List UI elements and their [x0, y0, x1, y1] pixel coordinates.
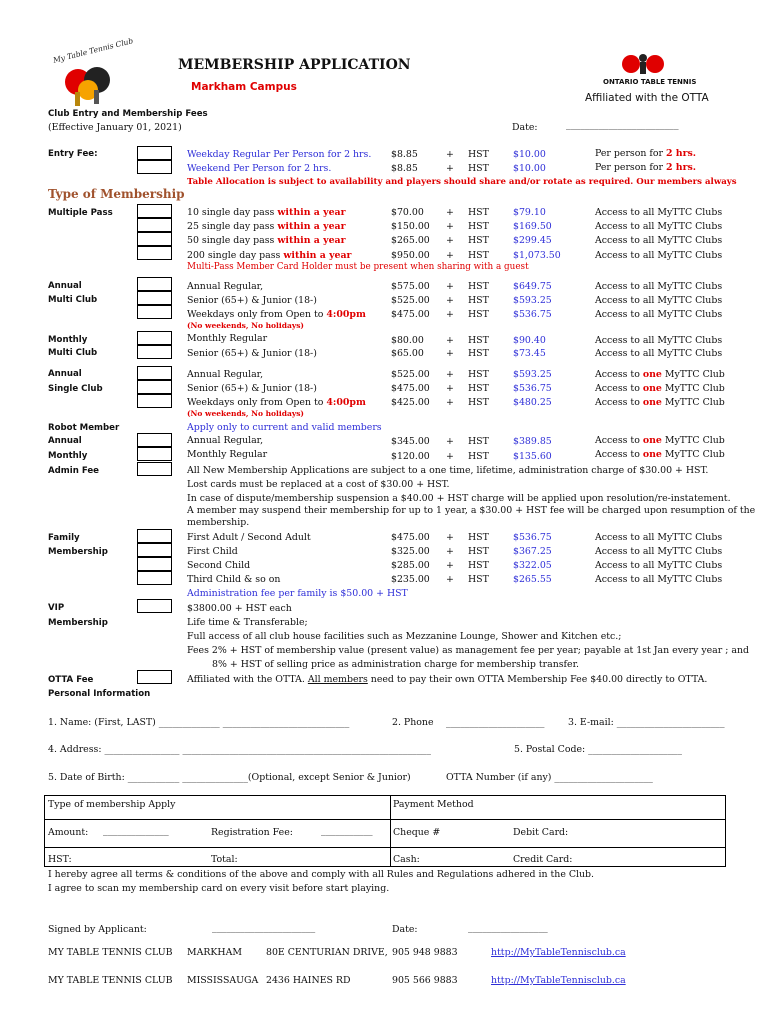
family-hst: HST — [468, 560, 489, 571]
multi-pass-access: Access to all MyTTC Clubs — [595, 221, 723, 232]
annual-multi-sublabel: Multi Club — [48, 295, 98, 305]
robot-desc: Annual Regular, — [187, 435, 264, 446]
family-price: $475.00 — [391, 532, 430, 543]
robot-total: $389.85 — [513, 436, 552, 447]
cash-label: Cash: — [393, 854, 420, 865]
hst-label: HST: — [48, 854, 72, 865]
multi-pass-desc-strong: within a year — [277, 207, 346, 218]
otta-fee-checkbox[interactable] — [137, 670, 172, 684]
registration-fee-label: Registration Fee: — [211, 827, 293, 838]
entry-row-price: $8.85 — [391, 163, 418, 174]
annual-single-hst: HST — [468, 383, 489, 394]
monthly-multi-price: $80.00 — [391, 335, 424, 346]
annual-single-plus: + — [446, 383, 454, 394]
annual-single-desc: Senior (65+) & Junior (18-) — [187, 383, 317, 394]
agreement-line-2: I agree to scan my membership card on every visit before start playing. — [48, 883, 390, 894]
annual-single-plus: + — [446, 369, 454, 380]
robot-hst: HST — [468, 436, 489, 447]
annual-multi-checkbox-2[interactable] — [137, 291, 172, 305]
annual-single-access-pre: Access to — [595, 369, 643, 380]
annual-single-access-strong: one — [642, 369, 662, 380]
fees-title: Club Entry and Membership Fees — [48, 109, 208, 119]
robot-total: $135.60 — [513, 451, 552, 462]
annual-single-total: $536.75 — [513, 383, 552, 394]
entry-fee-label: Entry Fee: — [48, 149, 98, 159]
annual-single-access-pre: Access to — [595, 383, 643, 394]
signature-date-field[interactable]: _________________ — [468, 922, 548, 933]
entry-row-hst: HST — [468, 163, 489, 174]
multi-pass-desc — [187, 235, 346, 246]
name-field[interactable]: 1. Name: (First, LAST) _____________ ___________________________ — [48, 717, 350, 728]
amount-label: Amount: — [48, 827, 89, 838]
effective-date: (Effective January 01, 2021) — [48, 122, 182, 133]
vip-line: Full access of all club house facilities such as Mezzanine Lounge, Shower and Kitchen etc.; — [187, 631, 622, 642]
annual-single-desc: Annual Regular, — [187, 369, 264, 380]
annual-single-desc — [187, 397, 366, 408]
annual-single-sublabel: Single Club — [48, 384, 103, 394]
multi-pass-price: $265.00 — [391, 235, 430, 246]
multi-pass-desc — [187, 250, 352, 261]
annual-single-access-post: MyTTC Club — [661, 369, 725, 380]
robot-price: $345.00 — [391, 436, 430, 447]
family-price: $325.00 — [391, 546, 430, 557]
table-allocation-warning: Table Allocation is subject to availability and players should share and/or rotate as required. Our members always — [187, 177, 737, 187]
annual-multi-price: $475.00 — [391, 309, 430, 320]
admin-line: membership. — [187, 517, 250, 528]
annual-single-note: (No weekends, No holidays) — [187, 409, 304, 418]
annual-single-access — [595, 397, 725, 408]
multi-pass-desc — [187, 221, 346, 232]
multi-pass-total: $299.45 — [513, 235, 552, 246]
family-desc: Third Child & so on — [187, 574, 281, 585]
entry-row-note-text: Per person for — [595, 148, 666, 159]
otta-fee-text-pre: Affiliated with the OTTA. — [187, 674, 308, 685]
admin-fee-label: Admin Fee — [48, 466, 99, 476]
family-total: $265.55 — [513, 574, 552, 585]
robot-member-label: Robot Member — [48, 423, 120, 433]
campus-name: Markham Campus — [191, 81, 297, 93]
robot-access — [595, 435, 725, 446]
family-checkbox-2[interactable] — [137, 543, 172, 557]
entry-row-note-strong: 2 hrs. — [665, 162, 697, 173]
club-logo-text: My Table Tennis Club — [52, 36, 135, 65]
multi-pass-desc-text: 10 single day pass — [187, 207, 278, 218]
admin-line: A member may suspend their membership for up to 1 year, a $30.00 + HST fee will be charged upon resumption of the — [187, 505, 756, 516]
monthly-multi-hst: HST — [468, 348, 489, 359]
multi-pass-access: Access to all MyTTC Clubs — [595, 235, 723, 246]
annual-single-access-strong: one — [642, 383, 662, 394]
robot-price: $120.00 — [391, 451, 430, 462]
admin-fee-checkbox[interactable] — [137, 462, 172, 476]
robot-hst: HST — [468, 451, 489, 462]
vip-sublabel: Membership — [48, 618, 108, 628]
vip-checkbox[interactable] — [137, 599, 172, 613]
annual-single-access-pre: Access to — [595, 397, 643, 408]
family-access: Access to all MyTTC Clubs — [595, 574, 723, 585]
date-label: Date: — [512, 122, 538, 133]
multi-pass-checkbox-1[interactable] — [137, 204, 172, 218]
otta-logo — [603, 50, 697, 88]
monthly-multi-price: $65.00 — [391, 348, 424, 359]
robot-monthly-label: Monthly — [48, 451, 88, 461]
entry-fee-checkbox-2[interactable] — [137, 160, 172, 174]
multi-pass-plus: + — [446, 221, 454, 232]
annual-single-access-post: MyTTC Club — [661, 397, 725, 408]
footer-phone: 905 566 9883 — [392, 975, 458, 986]
footer-website-link[interactable]: http://MyTableTennisclub.ca — [491, 947, 626, 958]
multi-pass-hst: HST — [468, 207, 489, 218]
annual-single-checkbox-3[interactable] — [137, 394, 172, 408]
annual-multi-hst: HST — [468, 281, 489, 292]
robot-plus: + — [446, 451, 454, 462]
monthly-multi-plus: + — [446, 335, 454, 346]
multi-pass-access: Access to all MyTTC Clubs — [595, 250, 723, 261]
family-plus: + — [446, 532, 454, 543]
date-field[interactable]: ________________________ — [566, 119, 679, 130]
payment-method-label: Payment Method — [393, 799, 474, 810]
footer-website-link[interactable]: http://MyTableTennisclub.ca — [491, 975, 626, 986]
entry-row-note — [595, 148, 696, 159]
multi-pass-hst: HST — [468, 221, 489, 232]
monthly-multi-checkbox-2[interactable] — [137, 345, 172, 359]
annual-multi-checkbox-3[interactable] — [137, 305, 172, 319]
multi-pass-checkbox-2[interactable] — [137, 218, 172, 232]
annual-single-access-strong: one — [642, 397, 662, 408]
family-total: $367.25 — [513, 546, 552, 557]
signature-label: Signed by Applicant: — [48, 924, 147, 935]
phone-field[interactable]: _____________________ — [446, 717, 545, 728]
annual-single-price: $475.00 — [391, 383, 430, 394]
monthly-multi-desc: Monthly Regular — [187, 333, 268, 344]
footer-address: 80E CENTURIAN DRIVE, — [266, 947, 388, 958]
entry-row-desc: Weekday Regular Per Person for 2 hrs. — [187, 149, 372, 160]
multi-pass-checkbox-3[interactable] — [137, 232, 172, 246]
multi-pass-desc-text: 200 single day pass — [187, 250, 284, 261]
vip-line: $3800.00 + HST each — [187, 603, 292, 614]
annual-multi-access: Access to all MyTTC Clubs — [595, 309, 723, 320]
family-total: $322.05 — [513, 560, 552, 571]
monthly-multi-sublabel: Multi Club — [48, 348, 98, 358]
annual-multi-price: $525.00 — [391, 295, 430, 306]
annual-single-access-post: MyTTC Club — [661, 383, 725, 394]
multi-pass-total: $1,073.50 — [513, 250, 561, 261]
entry-row-plus: + — [446, 163, 454, 174]
entry-row-desc: Weekend Per Person for 2 hrs. — [187, 163, 332, 174]
footer-club-name: MY TABLE TENNIS CLUB — [48, 947, 173, 958]
otta-fee-text-post: need to pay their own OTTA Membership Fee $40.00 directly to OTTA. — [367, 674, 708, 685]
multi-pass-desc-strong: within a year — [277, 221, 346, 232]
monthly-multi-total: $90.40 — [513, 335, 546, 346]
address-field[interactable]: 4. Address: ________________ _____________________________________________________ — [48, 744, 431, 755]
annual-multi-note: (No weekends, No holidays) — [187, 321, 304, 330]
robot-desc: Monthly Regular — [187, 449, 268, 460]
annual-single-checkbox-2[interactable] — [137, 380, 172, 394]
multi-pass-price: $150.00 — [391, 221, 430, 232]
family-access: Access to all MyTTC Clubs — [595, 546, 723, 557]
entry-row-total: $10.00 — [513, 163, 546, 174]
vip-line: Fees 2% + HST of membership value (present value) as management fee per year; payable at 1st Jan every year ; and — [187, 645, 749, 656]
vip-line: Life time & Transferable; — [187, 617, 308, 628]
annual-multi-desc: Senior (65+) & Junior (18-) — [187, 295, 317, 306]
monthly-multi-access: Access to all MyTTC Clubs — [595, 335, 723, 346]
annual-multi-checkbox-1[interactable] — [137, 277, 172, 291]
footer-phone: 905 948 9883 — [392, 947, 458, 958]
annual-multi-price: $575.00 — [391, 281, 430, 292]
monthly-multi-desc: Senior (65+) & Junior (18-) — [187, 348, 317, 359]
annual-single-desc-strong: 4:00pm — [326, 397, 366, 408]
family-checkbox-3[interactable] — [137, 557, 172, 571]
agreement-line-1: I hereby agree all terms & conditions of the above and comply with all Rules and Regulations adhered in the Club. — [48, 869, 595, 880]
club-logo — [48, 36, 135, 108]
robot-access — [595, 449, 725, 460]
type-of-membership-title: Type of Membership — [48, 187, 185, 201]
robot-note: Apply only to current and valid members — [187, 422, 382, 433]
otta-logo-graphic — [603, 50, 683, 80]
phone-label: 2. Phone — [392, 717, 434, 728]
entry-row-price: $8.85 — [391, 149, 418, 160]
annual-single-access — [595, 383, 725, 394]
annual-single-total: $480.25 — [513, 397, 552, 408]
footer-address: 2436 HAINES RD — [266, 975, 351, 986]
annual-multi-desc — [187, 309, 366, 320]
debit-card-label: Debit Card: — [513, 827, 569, 838]
admin-line: Lost cards must be replaced at a cost of $30.00 + HST. — [187, 479, 450, 490]
multi-pass-price: $950.00 — [391, 250, 430, 261]
multiple-pass-label: Multiple Pass — [48, 208, 113, 218]
multi-pass-price: $70.00 — [391, 207, 424, 218]
annual-single-checkbox-1[interactable] — [137, 366, 172, 380]
robot-annual-checkbox[interactable] — [137, 433, 172, 447]
signature-date-label: Date: — [392, 924, 418, 935]
vip-line: 8% + HST of selling price as administration charge for membership transfer. — [212, 659, 580, 670]
entry-row-note-strong: 2 hrs. — [665, 148, 697, 159]
personal-info-title: Personal Information — [48, 689, 151, 699]
annual-single-hst: HST — [468, 397, 489, 408]
robot-access-pre: Access to — [595, 449, 643, 460]
footer-city: MISSISSAUGA — [187, 975, 259, 986]
affiliation-text: Affiliated with the OTTA — [585, 92, 709, 104]
annual-multi-desc-text: Weekdays only from Open to — [187, 309, 327, 320]
table-divider-row-1 — [45, 819, 725, 820]
entry-row-note-text: Per person for — [595, 162, 666, 173]
family-sublabel: Membership — [48, 547, 108, 557]
multi-pass-total: $79.10 — [513, 207, 546, 218]
admin-line: All New Membership Applications are subject to a one time, lifetime, administration charge of $30.00 + HST. — [187, 465, 709, 476]
admin-line: In case of dispute/membership suspension a $40.00 + HST charge will be applied upon resolution/re-instatement. — [187, 493, 731, 504]
family-label: Family — [48, 533, 80, 543]
otta-logo-text: ONTARIO TABLE TENNIS — [603, 78, 697, 86]
multi-pass-plus: + — [446, 207, 454, 218]
family-desc: Second Child — [187, 560, 251, 571]
multi-pass-note: Multi-Pass Member Card Holder must be present when sharing with a guest — [187, 262, 529, 272]
family-access: Access to all MyTTC Clubs — [595, 532, 723, 543]
multi-pass-desc-strong: within a year — [283, 250, 352, 261]
footer-club-name: MY TABLE TENNIS CLUB — [48, 975, 173, 986]
annual-single-price: $525.00 — [391, 369, 430, 380]
annual-multi-desc: Annual Regular, — [187, 281, 264, 292]
family-hst: HST — [468, 574, 489, 585]
annual-single-hst: HST — [468, 369, 489, 380]
payment-table — [44, 795, 726, 867]
entry-row-hst: HST — [468, 149, 489, 160]
annual-single-price: $425.00 — [391, 397, 430, 408]
entry-row-total: $10.00 — [513, 149, 546, 160]
signature-field[interactable]: ______________________ — [212, 922, 316, 933]
otta-fee-label: OTTA Fee — [48, 675, 94, 685]
robot-access-post: MyTTC Club — [661, 435, 725, 446]
family-plus: + — [446, 546, 454, 557]
family-desc: First Child — [187, 546, 238, 557]
family-checkbox-1[interactable] — [137, 529, 172, 543]
annual-multi-plus: + — [446, 281, 454, 292]
type-apply-label: Type of membership Apply — [48, 799, 176, 810]
family-plus: + — [446, 574, 454, 585]
annual-multi-desc-strong: 4:00pm — [326, 309, 366, 320]
monthly-multi-total: $73.45 — [513, 348, 546, 359]
page-title: MEMBERSHIP APPLICATION — [178, 57, 411, 73]
family-desc: First Adult / Second Adult — [187, 532, 311, 543]
family-hst: HST — [468, 546, 489, 557]
cheque-label: Cheque # — [393, 827, 441, 838]
total-label: Total: — [211, 854, 238, 865]
entry-row-plus: + — [446, 149, 454, 160]
annual-single-total: $593.25 — [513, 369, 552, 380]
annual-multi-total: $593.25 — [513, 295, 552, 306]
annual-single-desc-text: Weekdays only from Open to — [187, 397, 327, 408]
registration-fee-field[interactable]: ___________ — [321, 825, 373, 836]
annual-multi-access: Access to all MyTTC Clubs — [595, 295, 723, 306]
family-admin-note: Administration fee per family is $50.00 + HST — [187, 588, 408, 599]
robot-monthly-checkbox[interactable] — [137, 447, 172, 461]
footer-city: MARKHAM — [187, 947, 242, 958]
multi-pass-checkbox-4[interactable] — [137, 246, 172, 260]
vip-label: VIP — [48, 603, 65, 613]
multi-pass-desc — [187, 207, 346, 218]
family-checkbox-4[interactable] — [137, 571, 172, 585]
postal-code-field[interactable]: 5. Postal Code: ____________________ — [514, 744, 682, 755]
annual-multi-plus: + — [446, 295, 454, 306]
otta-fee-all-members: All members — [307, 674, 368, 685]
robot-annual-label: Annual — [48, 436, 82, 446]
robot-plus: + — [446, 436, 454, 447]
family-access: Access to all MyTTC Clubs — [595, 560, 723, 571]
multi-pass-access: Access to all MyTTC Clubs — [595, 207, 723, 218]
otta-fee-text — [187, 674, 707, 685]
annual-single-label: Annual — [48, 369, 82, 379]
family-total: $536.75 — [513, 532, 552, 543]
table-divider-row-2 — [45, 847, 725, 848]
family-price: $235.00 — [391, 574, 430, 585]
multi-pass-plus: + — [446, 235, 454, 246]
annual-multi-hst: HST — [468, 309, 489, 320]
date-of-birth-field[interactable]: 5. Date of Birth: ___________ ______________(Optional, except Senior & Junior) — [48, 772, 411, 783]
robot-access-post: MyTTC Club — [661, 449, 725, 460]
multi-pass-total: $169.50 — [513, 221, 552, 232]
otta-number-field[interactable]: OTTA Number (if any) _____________________ — [446, 772, 653, 783]
monthly-multi-plus: + — [446, 348, 454, 359]
monthly-multi-access: Access to all MyTTC Clubs — [595, 348, 723, 359]
email-field[interactable]: 3. E-mail: _______________________ — [568, 717, 725, 728]
multi-pass-desc-text: 25 single day pass — [187, 221, 278, 232]
annual-multi-total: $649.75 — [513, 281, 552, 292]
family-plus: + — [446, 560, 454, 571]
amount-field[interactable]: ______________ — [103, 825, 169, 836]
multi-pass-desc-text: 50 single day pass — [187, 235, 278, 246]
annual-multi-hst: HST — [468, 295, 489, 306]
annual-multi-label: Annual — [48, 281, 82, 291]
monthly-multi-label: Monthly — [48, 335, 88, 345]
monthly-multi-checkbox-1[interactable] — [137, 331, 172, 345]
annual-single-access — [595, 369, 725, 380]
robot-access-strong: one — [642, 449, 662, 460]
multi-pass-desc-strong: within a year — [277, 235, 346, 246]
family-price: $285.00 — [391, 560, 430, 571]
robot-access-strong: one — [642, 435, 662, 446]
table-divider-vertical — [390, 796, 391, 866]
entry-fee-checkbox-1[interactable] — [137, 146, 172, 160]
family-hst: HST — [468, 532, 489, 543]
monthly-multi-hst: HST — [468, 335, 489, 346]
multi-pass-hst: HST — [468, 250, 489, 261]
multi-pass-hst: HST — [468, 235, 489, 246]
robot-access-pre: Access to — [595, 435, 643, 446]
entry-row-note — [595, 162, 696, 173]
annual-multi-access: Access to all MyTTC Clubs — [595, 281, 723, 292]
annual-multi-total: $536.75 — [513, 309, 552, 320]
annual-single-plus: + — [446, 397, 454, 408]
credit-card-label: Credit Card: — [513, 854, 573, 865]
annual-multi-plus: + — [446, 309, 454, 320]
multi-pass-plus: + — [446, 250, 454, 261]
